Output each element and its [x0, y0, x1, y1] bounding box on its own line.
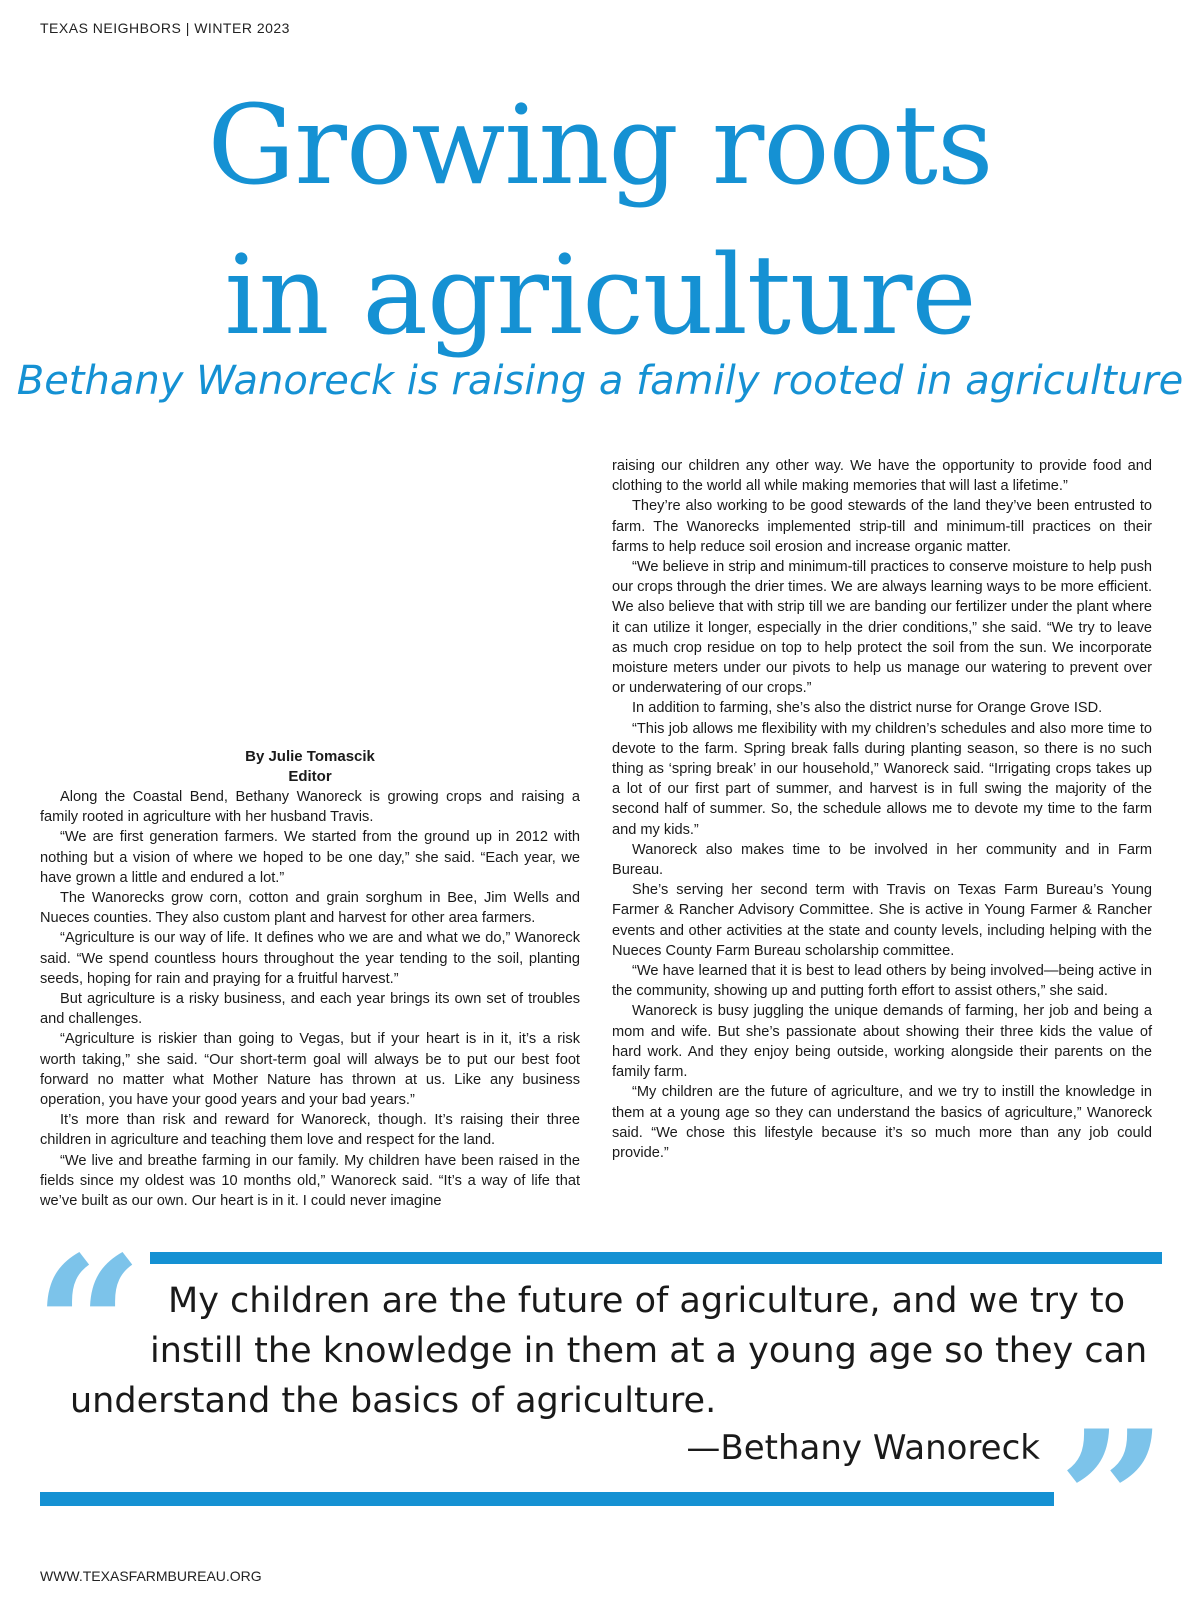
pullquote-line-1: My children are the future of agriculture, and we try to	[168, 1281, 1126, 1321]
pullquote-line-2: instill the knowledge in them at a young age so they can	[150, 1331, 1148, 1371]
byline-role: Editor	[288, 768, 332, 785]
article-title	[0, 70, 1200, 370]
pullquote	[70, 1276, 1148, 1426]
pullquote-attribution: —Bethany Wanoreck	[686, 1428, 1040, 1468]
body-paragraph: But agriculture is a risky business, and each year brings its own set of troubles and challenges.	[40, 991, 580, 1028]
close-quote-icon: ”	[1058, 1389, 1168, 1612]
body-paragraph: Wanoreck also makes time to be involved in her community and in Farm Bureau.	[612, 841, 1152, 879]
body-paragraph: It’s more than risk and reward for Wanoreck, though. It’s raising their three children in agriculture and teaching them love and respect for the land.	[40, 1112, 580, 1149]
open-quote-icon: “	[34, 1215, 144, 1438]
right-column	[612, 456, 1152, 1163]
footer-url: WWW.TEXASFARMBUREAU.ORG	[40, 1568, 262, 1584]
body-paragraph: “My children are the future of agriculture, and we try to instill the knowledge in them at a young age so they can understand the basics of agriculture,” Wanoreck said. “We chose this lifestyle because it’s so much more than any job could provide.”	[612, 1084, 1152, 1161]
body-paragraph-continuation: raising our children any other way. We have the opportunity to provide food and clothing to the world all while making memories that will last a lifetime.”	[612, 458, 1152, 495]
body-paragraph: “Agriculture is riskier than going to Vegas, but if your heart is in it, it’s a risk worth taking,” she said. “Our short-term goal will always be to put our best foot forward no matter what Mother Nature has thrown at us. Like any business operation, you have your good years and your bad years.”	[40, 1031, 580, 1109]
body-paragraph: Along the Coastal Bend, Bethany Wanoreck is growing crops and raising a family rooted in agriculture with her husband Travis.	[40, 789, 580, 826]
pullquote-top-rule	[150, 1252, 1162, 1264]
body-paragraph: The Wanorecks grow corn, cotton and grain sorghum in Bee, Jim Wells and Nueces counties. They also custom plant and harvest for other area farmers.	[40, 890, 580, 927]
body-paragraph: “This job allows me flexibility with my children’s schedules and also more time to devote to the farm. Spring break falls during planting season, so there is no such thing as ‘spring break’ in our household,” Wanoreck said. “Irrigating crops takes up a lot of our first part of summer, and harvest is in full swing the majority of the second half of summer. So, the schedule allows me to devote my time to the farm and my kids.”	[612, 720, 1152, 838]
body-paragraph: “We are first generation farmers. We started from the ground up in 2012 with nothing but a vision of where we hoped to be one day,” she said. “Each year, we have grown a little and endured a lot.”	[40, 829, 580, 886]
article-title-line-1: Growing roots	[207, 81, 993, 209]
article-subtitle: Bethany Wanoreck is raising a family rooted in agriculture	[16, 358, 1184, 404]
body-paragraph: Wanoreck is busy juggling the unique demands of farming, her job and being a mom and wife. But she’s passionate about showing their three kids the value of hard work. And they enjoy being outside, working alongside their parents on the family farm.	[612, 1003, 1152, 1081]
body-paragraph: “We believe in strip and minimum-till practices to conserve moisture to help push our crops through the drier times. We are always learning ways to be more efficient. We also believe that with strip till we are banding our fertilizer under the plant where it can utilize it longer, especially in the drier conditions,” she said. “We try to leave as much crop residue on top to help protect the soil from the sun. We incorporate moisture meters under our pivots to help us manage our watering to prevent over or underwatering of our crops.”	[612, 559, 1152, 697]
pullquote-line-3: understand the basics of agriculture.	[70, 1381, 717, 1421]
issue-tag: TEXAS NEIGHBORS | WINTER 2023	[40, 20, 290, 36]
body-paragraph: She’s serving her second term with Travis on Texas Farm Bureau’s Young Farmer & Rancher Advisory Committee. She is active in Young Farmer & Rancher events and other activities at the state and county levels, including helping with the Nueces County Farm Bureau scholarship committee.	[612, 882, 1152, 959]
left-column	[40, 747, 580, 1211]
article-title-line-2: in agriculture	[224, 231, 976, 359]
pullquote-bottom-rule	[40, 1492, 1054, 1506]
body-paragraph: They’re also working to be good stewards of the land they’ve been entrusted to farm. The Wanorecks implemented strip-till and minimum-till practices on their farms to help reduce soil erosion and increase organic matter.	[612, 498, 1152, 555]
body-paragraph: “We live and breathe farming in our family. My children have been raised in the fields since my oldest was 10 months old,” Wanoreck said. “It’s a way of life that we’ve built as our own. Our heart is in it. I could never imagine	[40, 1152, 580, 1210]
body-paragraph: “We have learned that it is best to lead others by being involved—being active in the community, showing up and putting forth effort to assist others,” she said.	[612, 963, 1152, 1000]
body-paragraph: “Agriculture is our way of life. It defines who we are and what we do,” Wanoreck said. “We spend countless hours throughout the year tending to the soil, planting seeds, hoping for rain and praying for a fruitful harvest.”	[40, 930, 580, 987]
byline-name: By Julie Tomascik	[245, 748, 375, 765]
body-paragraph: In addition to farming, she’s also the district nurse for Orange Grove ISD.	[632, 700, 1103, 717]
